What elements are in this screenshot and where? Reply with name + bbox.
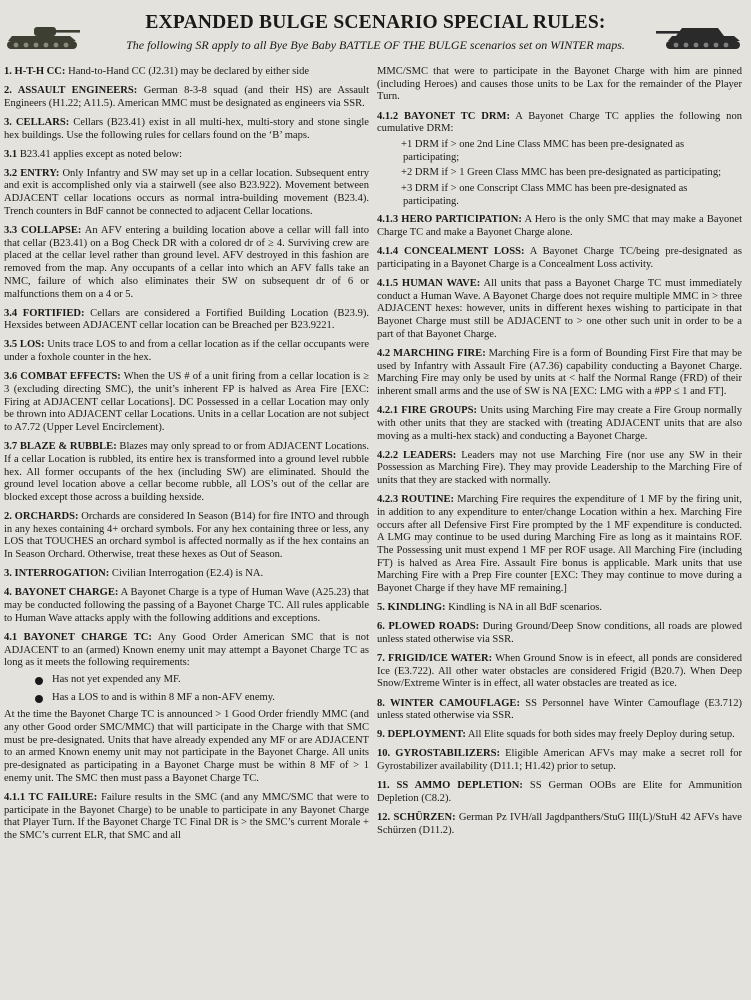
- drm-item: +1 DRM if > one 2nd Line Class MMC has been pre-designated as participating;: [401, 138, 685, 163]
- drm-item: +2 DRM if > 1 Green Class MMC has been pre-designated as participating;: [401, 167, 722, 179]
- rule-4-1-4: 4.1.4 CONCEALMENT LOSS: A Bayonet Charge TC/being pre-designated as participating in a Bayonet Charge is a Concealment Loss activity.: [377, 246, 742, 270]
- rule-4-1-1-continued: MMC/SMC that were to participate in the Bayonet Charge with him are pinned (including Heroes) and causes those units to be Lax for the remainder of the Player Turn.: [377, 66, 742, 103]
- rule-4-2-1: 4.2.1 FIRE GROUPS: Units using Marching Fire may create a Fire Group normally with other units that they are stacked with (treating ADJACENT units that are also moving as a multi-hex stack) and conducting a Bayonet Charge.: [377, 405, 742, 442]
- rule-4-1-3: 4.1.3 HERO PARTICIPATION: A Hero is the only SMC that may make a Bayonet Charge TC and make a Bayonet Charge alone.: [377, 214, 742, 239]
- rule-11: 11. SS AMMO DEPLETION: SS German OOBs are Elite for Ammunition Depletion (C8.2).: [377, 780, 742, 804]
- rule-4: 4. BAYONET CHARGE: A Bayonet Charge is a type of Human Wave (A25.23) that may be conducted following the passing of a Bayonet Charge TC. All rules applicable to Human Wave attacks apply with the following additions and exceptions.: [4, 587, 369, 624]
- left-column: [4, 66, 369, 994]
- page-subtitle: The following SR apply to all Bye Bye Baby BATTLE OF THE BULGE scenarios set on WINTER maps.: [126, 38, 625, 52]
- rule-2: 2. ASSAULT ENGINEERS: German 8-3-8 squad (and their HS) are Assault Engineers (H1.22; A11.5). American MMC must be designated as engineers via SSR.: [4, 85, 369, 109]
- rule-4-1-paragraph: At the time the Bayonet Charge TC is announced > 1 Good Order friendly MMC (and any other Good order SMC/MMC) that will participate in the Charge with that SMC must be pre-designated. Units that have already expended any MF or are ADJACENT to an armed Known enemy unit may not participate in the Bayonet Charge. All units pre-designated as participating in a Bayonet Charge must be within 8 MF of > 1 enemy unit. The SMC then must pass a Bayonet Charge TC.: [4, 709, 369, 784]
- rule-4-1-1: 4.1.1 TC FAILURE: Failure results in the SMC (and any MMC/SMC that were to participate in the Bayonet Charge) to be unable to participate in any Bayonet Charge that Player Turn. If the Bayonet Charge TC Final DR is > the SMC’s current Morale + the SMC’s current ELR, that SMC and all: [4, 791, 369, 842]
- rule-3-6: 3.6 COMBAT EFFECTS: When the US # of a unit firing from a cellar location is ≥ 3 (excluding directing SMC), the unit’s inherent FP is halved as Area Fire [EXC: Firing at ADJACENT cellar Locations]. DC Possessed in a cellar Location may only be thrown into ADJACENT cellar Locations. Units in a cellar Location are not subject to A7.72 (Upper Level Encirclement).: [4, 371, 369, 433]
- rule-10: 10. GYROSTABILIZERS: Eligible American AFVs may make a secret roll for Gyrostabilizer availability (D11.1; H1.42) prior to setup.: [377, 748, 742, 773]
- rule-3-5: 3.5 LOS: Units trace LOS to and from a cellar location as if the cellar occupants were under a foxhole counter in the hex.: [4, 339, 369, 364]
- rule-4-1-2: 4.1.2 BAYONET TC DRM: A Bayonet Charge TC applies the following non cumulative DRM:: [377, 110, 742, 135]
- rule-4-2-3: 4.2.3 ROUTINE: Marching Fire requires the expenditure of 1 MF by the firing unit, in addition to any expenditure to enter/change Location within a hex. Marching Fire occurs after all Defensive First Fire prompted by the 1 MF expenditure is conducted. A LMG may continue to be used during Marching Fire as long as it maintains ROF. The Possessing unit must expend 1 MF per ROF usage. All Marching Fire (including FT) is halved as Area Fire. Assault Fire bonus is applicable. Mark units that use Marching Fire with a Prep Fire counter [EXC: They may continue to move during a Bayonet Charge if they have MF remaining.]: [377, 494, 742, 595]
- rule-4-2: 4.2 MARCHING FIRE: Marching Fire is a form of Bounding First Fire that may be used by Infantry with Assault Fire (A7.36) capability conducting a Bayonet Charge. Marching Fire may only be used by units at < half the Normal Range (FRD) of their inherent small arms and the use of SW is NA [EXC: LMG with a #PP ≤ 1 and FT].: [377, 347, 742, 398]
- requirement-bullet: Has a LOS to and is within 8 MF a non-AFV enemy.: [4, 692, 369, 705]
- rule-orchards: 2. ORCHARDS: Orchards are considered In Season (B14) for fire INTO and through in any hexes containing 4+ orchard symbols. For any hex containing three or less, any LOS that TOUCHES an orchard symbol is affected normally as if the hex contains an In Season Orchard. Otherwise, treat these hexes as Out of Season.: [4, 511, 369, 561]
- rule-4-1-5: 4.1.5 HUMAN WAVE: All units that pass a Bayonet Charge TC must immediately conduct a Human Wave. A Bayonet Charge does not require multiple MMC in > three ADJACENT hexes: however, units in different hexes wishing to participate in that Bayonet Charge must still be ADJACENT to > one other such unit in order to be a part of that Bayonet Charge.: [377, 278, 742, 340]
- rule-4-1: 4.1 BAYONET CHARGE TC: Any Good Order American SMC that is not ADJACENT to an (armed) Known enemy unit may attempt a Bayonet Charge TC as long as it meets the following requirements:: [4, 631, 369, 669]
- rule-6: 6. PLOWED ROADS: During Ground/Deep Snow conditions, all roads are plowed unless stated otherwise via SSR.: [377, 621, 742, 645]
- page-title: EXPANDED BULGE SCENARIO SPECIAL RULES:: [145, 12, 606, 33]
- rule-3-1: 3.1 B23.41 applies except as noted below:: [4, 148, 183, 160]
- right-column: [377, 66, 742, 994]
- rule-12: 12. SCHÜRZEN: German Pz IVH/all Jagdpanthers/StuG III(L)/StuH 42 AFVs have Schürzen (D11.2).: [377, 812, 742, 836]
- rule-1: 1. H-T-H CC: Hand-to-Hand CC (J2.31) may be declared by either side: [4, 66, 310, 77]
- german-tank-destroyer-icon: [656, 24, 744, 52]
- rule-5: 5. KINDLING: Kindling is NA in all BdF scenarios.: [377, 602, 603, 614]
- rule-9: 9. DEPLOYMENT: All Elite squads for both sides may freely Deploy during setup.: [377, 729, 735, 741]
- header: [0, 8, 751, 66]
- rule-3-7: 3.7 BLAZE & RUBBLE: Blazes may only spread to or from ADJACENT Locations. If a cellar Location is rubbled, its entire hex is transformed into a ground level rubble hex. All former occupants of the hex (including SW) are eliminated. Should the ground level location above a cellar become rubble, all LOS’s out of the cellar are blocked except those across a building hexside.: [4, 441, 369, 503]
- rule-3-3: 3.3 COLLAPSE: An AFV entering a building location above a cellar will fall into that cellar (B23.41) on a Bog Check DR with a colored dr of ≥ 4. Surviving crew are placed at the cellar level rather than ground level. AFV destroyed in this fashion are removed from the map. Any occupants of a cellar into which an AFV falls take an NMC, failure of which also eliminates their SW on subsequent dr of 6 or malfunctions them on a 4 or 5.: [4, 224, 369, 300]
- rule-3-4: 3.4 FORTIFIED: Cellars are considered a Fortified Building Location (B23.9). Hexsides between ADJACENT cellar location can be Breached per B23.9221.: [4, 307, 369, 332]
- rule-interrogation: 3. INTERROGATION: Civilian Interrogation (E2.4) is NA.: [4, 568, 264, 580]
- rule-7: 7. FRIGID/ICE WATER: When Ground Snow is in efeect, all ponds are considered Ice (E3.722). All other water obstacles are considered Frigid (B20.7). When Deep Snow/Extreme Winter is in effect, all water obstacles are treated as ice.: [377, 653, 742, 690]
- rule-3-2: 3.2 ENTRY: Only Infantry and SW may set up in a cellar location. Subsequent entry and exit is accomplished only via a stairwell (see also B23.922). Movement between ADJACENT cellar locations occurs as normal intra-building movement (B23.4). Trench counters in BdF cannot be connected to adjacent Cellar locations.: [4, 167, 369, 217]
- rule-3: 3. CELLARS: Cellars (B23.41) exist in all multi-hex, multi-story and stone single hex buildings. Use the following rules for cellars found on the ‘B’ maps.: [4, 116, 369, 141]
- drm-item: +3 DRM if > one Conscript Class MMC has been pre-designated as participating.: [401, 183, 688, 207]
- requirement-bullet: Has not yet expended any MF.: [4, 674, 369, 687]
- rule-4-2-2: 4.2.2 LEADERS: Leaders may not use Marching Fire (nor use any SW in their Possession as Marching Fire). They may provide Leadership to the Marching Fire of units that they are stacked with normally.: [377, 449, 742, 487]
- rule-8: 8. WINTER CAMOUFLAGE: SS Personnel have Winter Camouflage (E3.712) unless stated otherwise via SSR.: [377, 697, 742, 722]
